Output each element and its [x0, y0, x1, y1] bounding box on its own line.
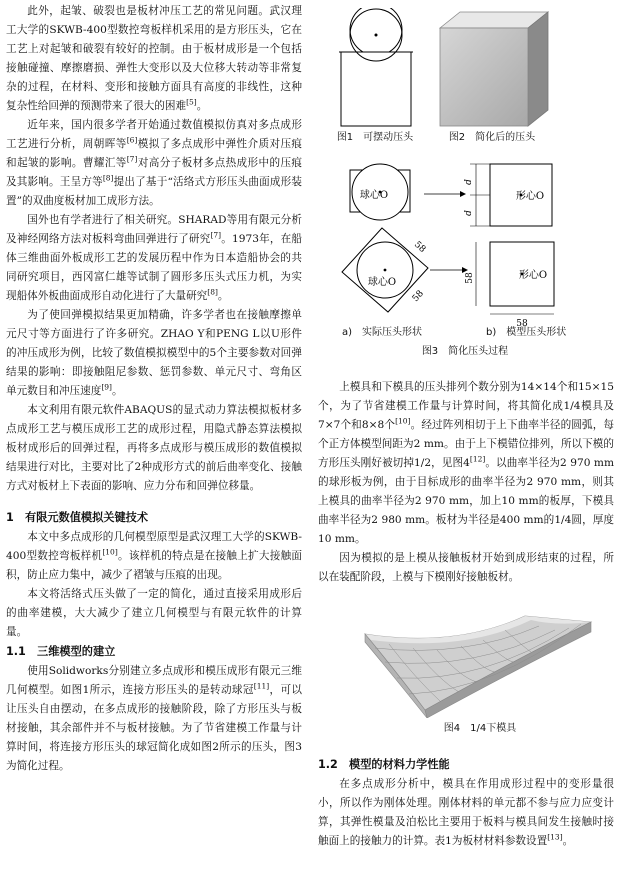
figure-3b-label: b) 模型压头形状: [486, 327, 567, 338]
figure-2-caption: 图2 简化后的压头: [448, 132, 536, 143]
fig3-bottom-left: [342, 228, 428, 312]
shape-center-label: 形心O: [518, 270, 548, 281]
paragraph: 本文将活络式压头做了一定的简化，通过直接采用成形后的曲率建模，大大减少了建立几何模型与有限元软件的计算量。: [6, 588, 302, 638]
subsection-heading: 1.2 模型的材料力学性能: [318, 758, 450, 771]
figure-1-caption: 图1 可摆动压头: [336, 132, 414, 143]
sphere-center-label: 球心O: [367, 277, 397, 288]
right-column: [318, 378, 614, 587]
figure-4-lower-die: [355, 600, 605, 718]
paragraph: 上模具和下模具的压头排列个数分别为14×14个和15×15个，为了节省建模工作量与计算时间，将其简化成1/4模具及7×7个和8×8个[10]。经过阵列相切于上下曲率半径的圆弧，每个正方体模型间距为2 mm。由于上下模错位排列，所以下模的方形压头刚好被切掉1/2，见图4[12]。以曲率半径为2 970 mm的球形板为例，由于目标成形的曲率半径为2 970 mm，则其上模具的曲率半径为2 970 mm，加上10 mm的板厚，下模具曲率半径为2 980 mm。板材为半径是400 mm的1/4圆，厚度10 mm。: [318, 381, 615, 545]
paragraph: 此外，起皱、破裂也是板材冲压工艺的常见问题。武汉理工大学的SKWB-400型数控弯板样机采用的是方形压头，它在工艺上对起皱和破裂有较好的控制。由于板材成形是一个包括接触碰撞、摩擦磨损、弹性大变形以及大位移大转动等非常复杂的过程，在材料、变形和接触方面具有高度的非线性，这种复杂性给回弹的预测带来了很大的困难[5]。: [6, 5, 302, 112]
figure-2-simplified-punch: [432, 6, 552, 131]
paragraph: 本文中多点成形的几何模型原型是武汉理工大学的SKWB-400型数控弯板样机[10]。该样机的特点是在接触上扩大接触面积，防止应力集中，减少了褶皱与压痕的出现。: [6, 531, 302, 581]
paragraph: 国外也有学者进行了相关研究。SHARAD等用有限元分析及神经网络方法对板料弯曲回弹进行了研究[7]。1973年，在船体三维曲面外板成形工艺的发展历程中作为日本造船协会的共同研究项目，西冈富仁雄等试制了圆形多压头式压力机，为实现船体外板曲面成形自动化进行了大量研究[8]。: [6, 214, 303, 302]
figure-1-swing-punch: [335, 8, 417, 130]
fig3-top-right: [464, 164, 552, 226]
shape-center-label: 形心O: [515, 191, 545, 202]
paragraph: 近年来，国内很多学者开始通过数值模拟仿真对多点成形工艺进行分析，周朝晖等[6]模拟了多点成形中弹性介质对压痕和起皱的影响。曹耀汇等[7]对高分子板材多点热成形中的压痕及其影响。王呈方等[8]提出了基于“活络式方形压头曲面成形装置”的双曲度板材加工成形方法。: [6, 119, 303, 207]
figure-3-caption: 图3 简化压头过程: [421, 346, 509, 357]
dimension-58-label: 58: [516, 319, 528, 329]
section-heading: 1 有限元数值模拟关键技术: [6, 511, 149, 524]
dimension-58-label: 58: [410, 288, 426, 305]
dimension-d-label: d: [464, 179, 474, 185]
sphere-center-label: 球心O: [359, 190, 389, 201]
figure-3a-label: a) 实际压头形状: [342, 327, 423, 338]
dimension-58-label: 58: [411, 239, 428, 255]
figure-3-simplification: [330, 150, 590, 336]
fig3-top-left: [350, 164, 410, 220]
dimension-58-label: 58: [465, 272, 475, 284]
figure-4-caption: 图4 1/4下模具: [443, 723, 517, 734]
dimension-d-label: d: [464, 210, 474, 216]
subsection-heading: 1.1 三维模型的建立: [6, 645, 116, 658]
paragraph: 因为模拟的是上模从接触板材开始到成形结束的过程，所以在装配阶段，上模与下模刚好接触板材。: [318, 552, 614, 583]
left-column: [6, 0, 302, 776]
right-column-lower: [318, 755, 614, 851]
paragraph: 使用Solidworks分别建立多点成形和模压成形有限元三维几何模型。如图1所示，连接方形压头的是转动球冠[11]，可以让压头自由摆动，在多点成形的接触阶段，除了方形压头与板材接触，其余部件并不与板材接触。为了节省建模工作量与计算时间，将连接方形压头的球冠简化成如图2所示的压头，图3为简化过程。: [6, 665, 302, 772]
fig3-bottom-right: [465, 242, 554, 329]
paragraph: 为了使回弹模拟结果更加精确，许多学者也在接触摩擦单元尺寸等方面进行了许多研究。ZHAO Y和PENG L以U形件的冲压成形为例，比较了数值模拟模型中的5个主要参数对回弹结果的影响：即接触阻尼参数、惩罚参数、单元尺寸、弯角区单元数目和冲压速度[9]。: [6, 309, 302, 397]
paragraph: 本文利用有限元软件ABAQUS的显式动力算法模拟板材多点成形工艺与模压成形工艺的成形过程，用隐式静态算法模拟板材成形后的回弹过程，再将多点成形与模压成形的数值模拟结果进行对比，主要对比了2种成形方式的前后曲率变化、接触方式对板材上下表面的影响、应力分布和回弹位移量。: [6, 404, 302, 492]
paragraph: 在多点成形分析中，模具在作用成形过程中的变形量很小，所以作为刚体处理。刚体材料的单元都不参与应力应变计算，其弹性模量及泊松比主要用于板料与模具间发生接触时接触面上的接触力的计算。表1为板材材料参数设置[13]。: [318, 778, 614, 847]
